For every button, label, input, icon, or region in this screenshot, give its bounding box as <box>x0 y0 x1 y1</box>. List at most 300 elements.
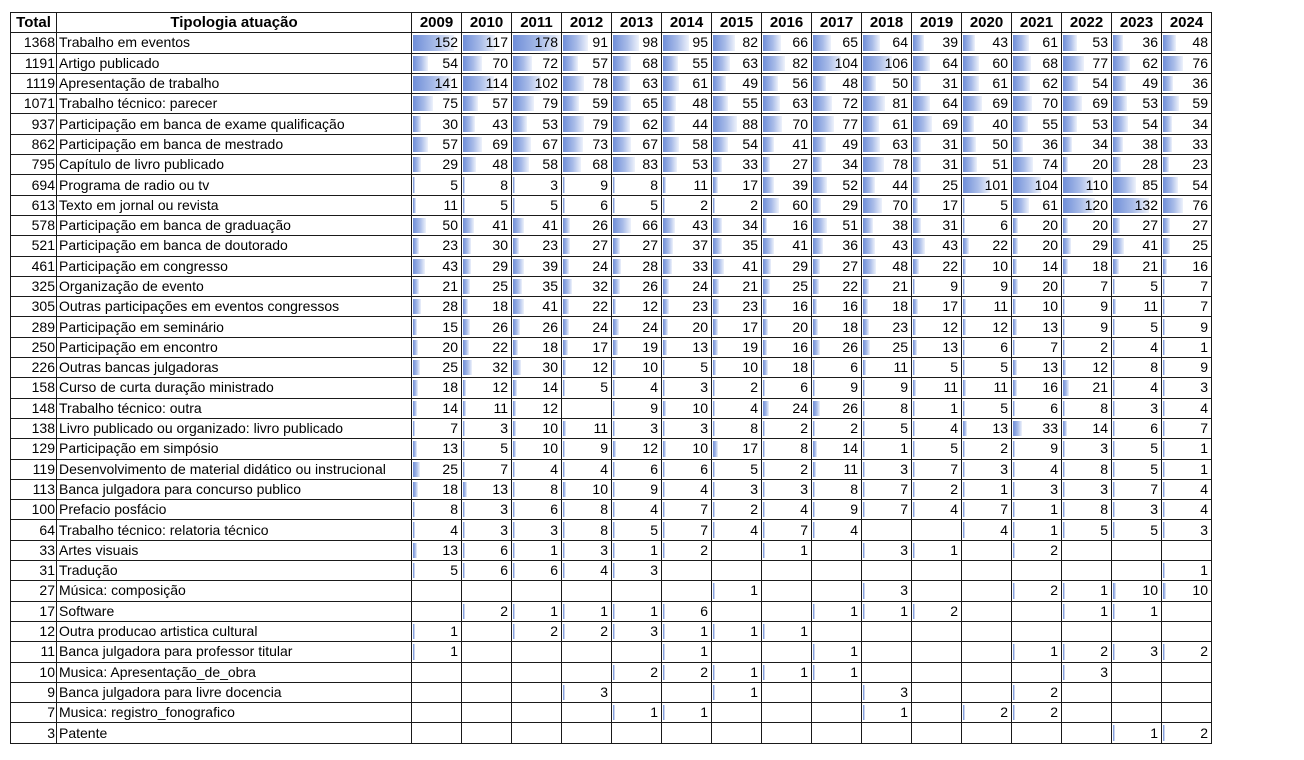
data-bar <box>513 340 518 355</box>
value-cell <box>912 317 962 337</box>
value-label: 9 <box>600 176 608 193</box>
data-bar <box>863 340 870 355</box>
value-cell <box>962 215 1012 235</box>
data-bar <box>513 238 519 253</box>
data-bar <box>763 56 785 71</box>
data-bar <box>613 238 620 253</box>
value-cell <box>862 398 912 418</box>
value-label: 3 <box>500 420 508 437</box>
value-cell <box>412 53 462 73</box>
value-cell <box>762 53 812 73</box>
value-cell <box>862 337 912 357</box>
value-cell <box>1062 479 1112 499</box>
data-bar <box>763 482 765 497</box>
value-cell <box>962 479 1012 499</box>
value-cell <box>462 337 512 357</box>
value-cell <box>962 134 1012 154</box>
value-label: 11 <box>593 420 608 437</box>
value-cell <box>1062 33 1112 53</box>
row-total: 31 <box>11 561 57 581</box>
value-cell <box>862 256 912 276</box>
value-cell <box>762 215 812 235</box>
value-label: 36 <box>1142 34 1158 51</box>
data-bar <box>713 177 718 192</box>
row-label: Participação em encontro <box>57 337 412 357</box>
data-bar <box>563 198 565 213</box>
row-label: Participação em banca de graduação <box>57 215 412 235</box>
value-cell <box>862 561 912 581</box>
value-label: 3 <box>1200 379 1208 396</box>
value-label: 10 <box>992 257 1008 274</box>
value-label: 9 <box>1200 359 1208 376</box>
data-bar <box>513 96 534 111</box>
value-cell <box>812 53 862 73</box>
value-cell <box>912 662 962 682</box>
data-bar <box>563 279 572 294</box>
value-label: 10 <box>1042 298 1058 315</box>
value-cell <box>662 33 712 53</box>
table-row <box>11 682 1212 702</box>
data-bar <box>913 482 915 497</box>
value-label: 6 <box>500 541 508 558</box>
data-bar <box>413 279 419 294</box>
value-label: 9 <box>650 480 658 497</box>
value-label: 141 <box>434 75 458 92</box>
value-cell <box>1112 358 1162 378</box>
value-label: 1 <box>650 704 658 721</box>
data-bar <box>563 482 566 497</box>
value-label: 11 <box>1143 298 1158 315</box>
value-cell <box>462 621 512 641</box>
value-label: 62 <box>1042 75 1058 92</box>
value-cell <box>862 703 912 723</box>
value-cell <box>462 682 512 702</box>
data-bar <box>813 360 815 375</box>
value-label: 29 <box>1092 237 1108 254</box>
data-bar <box>1163 299 1165 314</box>
value-label: 6 <box>500 562 508 579</box>
value-cell <box>562 236 612 256</box>
value-label: 7 <box>450 420 458 437</box>
value-label: 62 <box>1142 54 1158 71</box>
value-cell <box>562 703 612 723</box>
data-bar <box>963 705 965 720</box>
table-row <box>11 358 1212 378</box>
value-cell <box>1162 500 1212 520</box>
value-cell <box>562 73 612 93</box>
value-cell <box>662 94 712 114</box>
data-bar <box>963 157 977 172</box>
value-label: 56 <box>792 75 808 92</box>
row-label: Banca julgadora para concurso publico <box>57 479 412 499</box>
value-label: 23 <box>692 298 708 315</box>
data-bar <box>663 522 665 537</box>
data-bar <box>913 462 915 477</box>
value-cell <box>812 337 862 357</box>
data-bar <box>1063 380 1069 395</box>
table-row <box>11 297 1212 317</box>
data-bar <box>813 522 815 537</box>
value-label: 11 <box>493 399 508 416</box>
header-year: 2021 <box>1012 13 1062 33</box>
data-bar <box>463 441 465 456</box>
data-bar <box>1113 116 1128 131</box>
value-cell <box>1062 418 1112 438</box>
data-bar <box>1063 482 1065 497</box>
row-total: 289 <box>11 317 57 337</box>
value-label: 12 <box>992 318 1008 335</box>
value-label: 31 <box>942 75 958 92</box>
value-label: 25 <box>1192 237 1208 254</box>
value-label: 12 <box>592 359 608 376</box>
value-label: 132 <box>1134 196 1158 213</box>
value-label: 8 <box>600 501 608 518</box>
data-bar <box>1163 116 1172 131</box>
row-label: Desenvolvimento de material didático ou instrucional <box>57 459 412 479</box>
value-cell <box>1162 520 1212 540</box>
value-label: 7 <box>1200 298 1208 315</box>
data-bar <box>663 76 679 91</box>
row-total: 148 <box>11 398 57 418</box>
data-bar <box>713 482 715 497</box>
row-total: 11 <box>11 642 57 662</box>
row-total: 64 <box>11 520 57 540</box>
data-bar <box>663 421 665 436</box>
value-cell <box>612 418 662 438</box>
value-cell <box>862 134 912 154</box>
value-cell <box>612 703 662 723</box>
data-bar <box>1113 96 1127 111</box>
data-bar <box>413 177 415 192</box>
row-label: Livro publicado ou organizado: livro publicado <box>57 418 412 438</box>
data-bar <box>563 685 565 700</box>
value-label: 68 <box>1042 54 1058 71</box>
value-cell <box>762 33 812 53</box>
value-cell <box>1062 73 1112 93</box>
row-total: 1368 <box>11 33 57 53</box>
value-label: 4 <box>1200 480 1208 497</box>
value-label: 3 <box>1150 501 1158 518</box>
value-label: 27 <box>1192 217 1208 234</box>
data-bar <box>513 218 524 233</box>
value-label: 5 <box>1150 278 1158 294</box>
table-row <box>11 662 1212 682</box>
value-label: 1 <box>450 623 458 640</box>
value-label: 14 <box>442 399 458 416</box>
data-bar <box>763 299 767 314</box>
value-cell <box>812 662 862 682</box>
value-cell <box>812 297 862 317</box>
header-year: 2013 <box>612 13 662 33</box>
value-cell <box>1062 358 1112 378</box>
value-label: 1 <box>1100 602 1108 619</box>
value-cell <box>1162 479 1212 499</box>
data-bar <box>463 543 465 558</box>
row-total: 7 <box>11 703 57 723</box>
data-bar <box>563 604 565 619</box>
data-bar <box>1063 421 1067 436</box>
value-cell <box>1162 317 1212 337</box>
data-bar <box>613 96 631 111</box>
table-row <box>11 500 1212 520</box>
value-label: 26 <box>492 318 508 335</box>
value-cell <box>1062 439 1112 459</box>
value-cell <box>1012 297 1062 317</box>
data-bar <box>1013 96 1032 111</box>
data-bar <box>613 360 616 375</box>
value-label: 55 <box>1042 115 1058 132</box>
value-label: 9 <box>1200 318 1208 335</box>
data-bar <box>763 340 767 355</box>
data-bar <box>1063 96 1082 111</box>
value-label: 2 <box>1200 643 1208 660</box>
value-label: 43 <box>492 115 508 132</box>
value-cell <box>1062 561 1112 581</box>
value-cell <box>612 398 662 418</box>
data-bar <box>913 259 919 274</box>
value-label: 21 <box>442 278 458 294</box>
data-bar <box>463 401 466 416</box>
value-cell <box>762 642 812 662</box>
value-label: 1 <box>900 704 908 721</box>
value-label: 106 <box>884 54 908 71</box>
data-bar <box>1113 482 1115 497</box>
row-total: 305 <box>11 297 57 317</box>
value-cell <box>712 723 762 743</box>
value-label: 7 <box>1200 420 1208 437</box>
value-cell <box>1112 703 1162 723</box>
data-bar <box>663 96 676 111</box>
table-row <box>11 337 1212 357</box>
value-label: 28 <box>1142 156 1158 173</box>
data-bar <box>713 198 715 213</box>
value-cell <box>512 114 562 134</box>
value-cell <box>862 621 912 641</box>
value-label: 3 <box>1000 460 1008 477</box>
data-bar <box>513 137 531 152</box>
value-cell <box>1162 114 1212 134</box>
table-row <box>11 398 1212 418</box>
data-bar <box>1163 360 1165 375</box>
value-label: 2 <box>1000 704 1008 721</box>
value-cell <box>912 33 962 53</box>
value-cell <box>462 581 512 601</box>
value-label: 64 <box>892 34 908 51</box>
value-cell <box>412 561 462 581</box>
value-label: 3 <box>600 541 608 558</box>
value-label: 33 <box>1042 420 1058 437</box>
value-cell <box>462 256 512 276</box>
value-label: 1 <box>1050 643 1058 660</box>
value-cell <box>412 439 462 459</box>
value-label: 17 <box>742 440 758 457</box>
table-row <box>11 459 1212 479</box>
value-label: 7 <box>1100 278 1108 294</box>
value-label: 60 <box>992 54 1008 71</box>
row-total: 17 <box>11 601 57 621</box>
data-bar <box>613 157 635 172</box>
value-label: 39 <box>792 176 808 193</box>
value-cell <box>962 33 1012 53</box>
value-label: 18 <box>442 480 458 497</box>
data-bar <box>963 56 979 71</box>
value-cell <box>1162 297 1212 317</box>
value-cell <box>412 276 462 296</box>
data-bar <box>413 624 415 639</box>
value-label: 70 <box>492 54 508 71</box>
value-cell <box>1162 581 1212 601</box>
data-bar <box>763 157 770 172</box>
value-cell <box>1012 398 1062 418</box>
value-cell <box>1062 540 1112 560</box>
value-label: 24 <box>792 399 808 416</box>
value-cell <box>862 94 912 114</box>
value-label: 57 <box>492 95 508 112</box>
value-label: 18 <box>792 359 808 376</box>
data-bar <box>763 441 765 456</box>
data-bar <box>713 299 719 314</box>
row-total: 461 <box>11 256 57 276</box>
data-bar <box>763 238 774 253</box>
value-cell <box>762 175 812 195</box>
value-label: 3 <box>600 683 608 700</box>
data-bar <box>413 56 428 71</box>
value-cell <box>812 642 862 662</box>
value-cell <box>762 256 812 276</box>
data-bar <box>763 116 782 131</box>
value-cell <box>712 114 762 134</box>
value-label: 65 <box>642 95 658 112</box>
value-label: 13 <box>492 480 508 497</box>
value-cell <box>662 561 712 581</box>
value-cell <box>712 520 762 540</box>
value-cell <box>1112 33 1162 53</box>
row-total: 1191 <box>11 53 57 73</box>
value-label: 9 <box>900 379 908 396</box>
value-label: 6 <box>550 562 558 579</box>
data-bar <box>1113 502 1115 517</box>
data-bar <box>813 380 815 395</box>
value-cell <box>612 276 662 296</box>
data-bar <box>563 421 566 436</box>
value-cell <box>812 682 862 702</box>
data-bar <box>913 279 915 294</box>
value-cell <box>562 459 612 479</box>
value-label: 6 <box>1000 338 1008 355</box>
value-label: 82 <box>792 54 808 71</box>
header-year: 2015 <box>712 13 762 33</box>
data-bar <box>763 96 780 111</box>
row-label: Prefacio posfácio <box>57 500 412 520</box>
value-label: 13 <box>942 338 958 355</box>
value-cell <box>862 358 912 378</box>
row-label: Banca julgadora para professor titular <box>57 642 412 662</box>
data-bar <box>613 421 615 436</box>
data-bar <box>863 299 868 314</box>
data-bar <box>713 441 718 456</box>
value-cell <box>562 155 612 175</box>
value-cell <box>812 134 862 154</box>
data-bar <box>813 76 826 91</box>
data-bar <box>613 522 615 537</box>
data-bar <box>713 238 722 253</box>
value-cell <box>1112 94 1162 114</box>
value-label: 22 <box>492 338 508 355</box>
value-cell <box>1162 662 1212 682</box>
value-label: 26 <box>542 318 558 335</box>
value-cell <box>412 703 462 723</box>
value-label: 2 <box>1100 643 1108 660</box>
value-label: 63 <box>742 54 758 71</box>
value-label: 32 <box>492 359 508 376</box>
value-cell <box>512 195 562 215</box>
data-bar <box>1163 340 1165 355</box>
value-label: 3 <box>650 562 658 579</box>
value-label: 15 <box>442 318 458 335</box>
data-bar <box>963 76 979 91</box>
row-total: 9 <box>11 682 57 702</box>
value-cell <box>512 520 562 540</box>
value-label: 3 <box>750 480 758 497</box>
value-cell <box>712 33 762 53</box>
value-cell <box>462 601 512 621</box>
value-cell <box>862 195 912 215</box>
value-label: 5 <box>650 196 658 213</box>
row-label: Artes visuais <box>57 540 412 560</box>
value-label: 16 <box>1192 257 1208 274</box>
row-label: Programa de radio ou tv <box>57 175 412 195</box>
data-bar <box>1113 462 1115 477</box>
data-bar <box>413 401 417 416</box>
data-bar <box>563 137 583 152</box>
data-bar <box>963 299 966 314</box>
value-cell <box>1012 276 1062 296</box>
value-cell <box>1112 459 1162 479</box>
value-cell <box>662 662 712 682</box>
value-label: 24 <box>592 257 608 274</box>
value-label: 3 <box>500 501 508 518</box>
value-label: 104 <box>1034 176 1058 193</box>
value-cell <box>712 236 762 256</box>
row-total: 33 <box>11 540 57 560</box>
value-label: 3 <box>650 623 658 640</box>
value-label: 5 <box>1000 399 1008 416</box>
value-label: 11 <box>693 176 708 193</box>
value-cell <box>962 94 1012 114</box>
value-label: 102 <box>534 75 558 92</box>
value-label: 19 <box>742 338 758 355</box>
table-row <box>11 175 1212 195</box>
data-bar <box>563 360 566 375</box>
value-cell <box>412 33 462 53</box>
value-label: 12 <box>642 440 658 457</box>
value-label: 13 <box>992 420 1008 437</box>
value-label: 78 <box>592 75 608 92</box>
value-cell <box>812 520 862 540</box>
value-label: 69 <box>492 135 508 152</box>
value-label: 20 <box>1042 237 1058 254</box>
value-cell <box>1162 621 1212 641</box>
value-cell <box>1162 703 1212 723</box>
value-cell <box>762 114 812 134</box>
value-label: 8 <box>850 480 858 497</box>
data-bar <box>1063 360 1066 375</box>
row-label: Trabalho em eventos <box>57 33 412 53</box>
value-label: 41 <box>492 217 508 234</box>
value-label: 4 <box>1200 399 1208 416</box>
value-label: 26 <box>842 338 858 355</box>
value-cell <box>1162 561 1212 581</box>
